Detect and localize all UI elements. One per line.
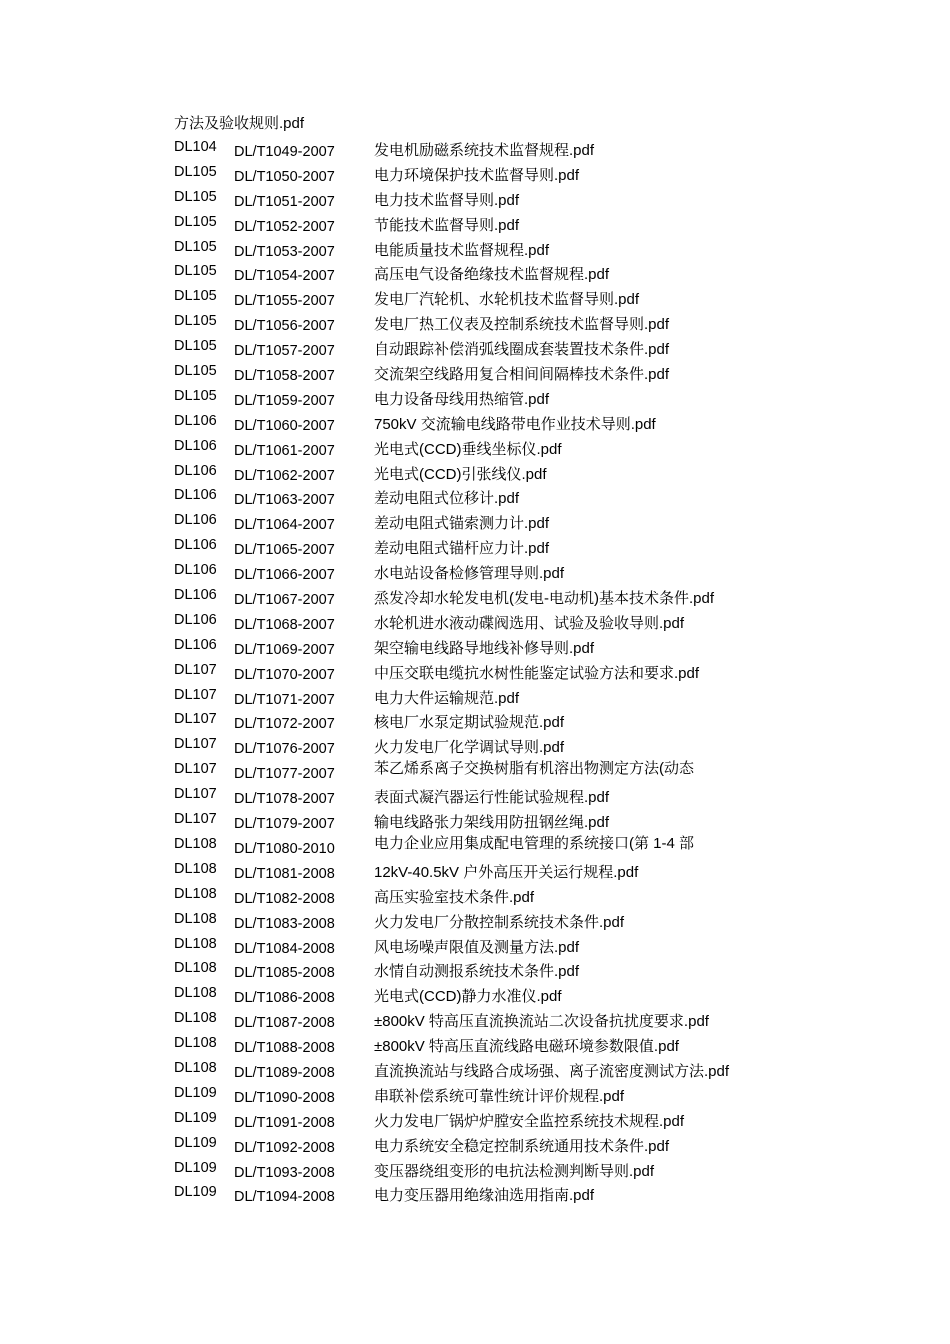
standard-number: DL/T1055-2007 [234,293,335,310]
list-item [0,860,950,885]
item-id: DL109 [174,1134,217,1151]
standard-number: DL/T1084-2008 [234,940,335,957]
standard-number: DL/T1079-2007 [234,816,335,833]
list-item [0,312,950,337]
list-item [0,1084,950,1109]
standard-number: DL/T1049-2007 [234,144,335,160]
file-title: 电力技术监督导则.pdf [374,191,520,209]
file-title: 差动电阻式位移计.pdf [374,490,520,508]
standard-number: DL/T1083-2008 [234,915,335,932]
list-item [0,262,950,287]
item-id: DL106 [174,487,217,504]
standard-number: DL/T1051-2007 [234,193,335,210]
list-item [0,1034,950,1059]
file-title: 火力发电厂化学调试导则.pdf [374,739,565,757]
file-title: 苯乙烯系离子交换树脂有机溶出物测定方法(动态 [374,760,694,778]
standard-number: DL/T1087-2008 [234,1015,335,1032]
list-item [0,437,950,462]
list-item [0,710,950,735]
file-title: 风电场噪声限值及测量方法.pdf [374,938,580,956]
item-id: DL107 [174,711,217,728]
file-title: 发电厂热工仪表及控制系统技术监督导则.pdf [374,316,670,334]
item-id: DL106 [174,512,217,529]
item-id: DL109 [174,1084,217,1101]
file-title: 火力发电厂锅炉炉膛安全监控系统技术规程.pdf [374,1112,685,1130]
standard-number: DL/T1058-2007 [234,368,335,385]
list-item [0,1134,950,1159]
list-item [0,486,950,511]
list-item [0,1159,950,1184]
list-item [0,835,950,860]
file-title: 电力企业应用集成配电管理的系统接口(第 1-4 部 [374,834,695,852]
item-id: DL107 [174,661,217,678]
standard-number: DL/T1054-2007 [234,268,335,285]
item-id: DL106 [174,437,217,454]
file-title: 直流换流站与线路合成场强、离子流密度测试方法.pdf [374,1062,730,1080]
item-id: DL108 [174,1059,217,1076]
standard-number: DL/T1069-2007 [234,641,335,658]
item-id: DL109 [174,1159,217,1176]
standard-number: DL/T1088-2008 [234,1040,335,1057]
list-item [0,686,950,711]
list-item [0,810,950,835]
item-id: DL106 [174,537,217,554]
file-title: 12kV-40.5kV 户外高压开关运行规程.pdf [374,863,639,881]
item-id: DL107 [174,686,217,703]
item-id: DL106 [174,587,217,604]
list-item [0,238,950,263]
list-item [0,337,950,362]
standard-number: DL/T1077-2007 [234,766,335,783]
standard-number: DL/T1068-2007 [234,616,335,633]
standard-number: DL/T1060-2007 [234,417,335,434]
standard-number: DL/T1078-2007 [234,791,335,808]
file-title: 发电厂汽轮机、水轮机技术监督导则.pdf [374,291,640,309]
standard-number: DL/T1086-2008 [234,990,335,1007]
item-id: DL105 [174,188,217,205]
list-item [0,387,950,412]
file-title: 高压电气设备绝缘技术监督规程.pdf [374,266,610,284]
file-title: 水电站设备检修管理导则.pdf [374,565,565,583]
list-item [0,1059,950,1084]
list-item [0,362,950,387]
item-id: DL106 [174,562,217,579]
item-id: DL107 [174,761,217,778]
item-id: DL108 [174,885,217,902]
standard-number: DL/T1080-2010 [234,840,335,857]
standard-number: DL/T1061-2007 [234,442,335,459]
list-item [0,188,950,213]
standard-number: DL/T1062-2007 [234,467,335,484]
list-item [0,511,950,536]
file-title: 自动跟踪补偿消弧线圈成套装置技术条件.pdf [374,341,670,359]
standard-number: DL/T1081-2008 [234,865,335,882]
list-item [0,636,950,661]
file-title: 电力系统安全稳定控制系统通用技术条件.pdf [374,1137,670,1155]
item-id: DL105 [174,163,217,180]
standard-number: DL/T1070-2007 [234,666,335,683]
file-title: 差动电阻式锚索测力计.pdf [374,515,550,533]
item-id: DL108 [174,835,217,852]
item-id: DL108 [174,910,217,927]
standard-number: DL/T1089-2008 [234,1064,335,1081]
standard-number: DL/T1066-2007 [234,567,335,584]
item-id: DL105 [174,387,217,404]
file-title: 水轮机进水液动碟阀选用、试验及验收导则.pdf [374,614,685,632]
file-title: 电能质量技术监督规程.pdf [374,241,550,259]
item-id: DL105 [174,238,217,255]
item-id: DL109 [174,1184,217,1201]
file-title: 差动电阻式锚杆应力计.pdf [374,540,550,558]
list-item [0,984,950,1009]
item-id: DL104 [174,139,217,155]
standard-number: DL/T1064-2007 [234,517,335,534]
list-item [0,885,950,910]
file-title: 输电线路张力架线用防扭钢丝绳.pdf [374,814,610,832]
standard-number: DL/T1085-2008 [234,965,335,982]
file-title: 高压实验室技术条件.pdf [374,888,535,906]
standard-number: DL/T1052-2007 [234,218,335,235]
file-title: 表面式凝汽器运行性能试验规程.pdf [374,789,610,807]
list-item [0,735,950,760]
item-id: DL105 [174,363,217,380]
item-id: DL107 [174,736,217,753]
file-title: 发电机励磁系统技术监督规程.pdf [374,142,595,159]
list-item [0,935,950,960]
item-id: DL108 [174,1035,217,1052]
item-id: DL107 [174,811,217,828]
list-item [0,213,950,238]
standard-number: DL/T1071-2007 [234,691,335,708]
standard-number: DL/T1067-2007 [234,592,335,609]
item-id: DL109 [174,1109,217,1126]
standard-number: DL/T1091-2008 [234,1114,335,1131]
file-title: 变压器绕组变形的电抗法检测判断导则.pdf [374,1162,655,1180]
continuation-line: 方法及验收规则.pdf [174,115,305,132]
file-title: 光电式(CCD)静力水准仪.pdf [374,988,562,1006]
item-id: DL106 [174,611,217,628]
item-id: DL106 [174,636,217,653]
file-title: 电力变压器用绝缘油选用指南.pdf [374,1187,595,1205]
list-item [0,661,950,686]
standard-number: DL/T1050-2007 [234,168,335,185]
file-title: ±800kV 特高压直流线路电磁环境参数限值.pdf [374,1038,679,1056]
file-title: 中压交联电缆抗水树性能鉴定试验方法和要求.pdf [374,664,700,682]
item-id: DL105 [174,338,217,355]
list-item [0,760,950,785]
standard-number: DL/T1057-2007 [234,343,335,360]
file-title: 光电式(CCD)引张线仪.pdf [374,465,547,483]
list-item [0,462,950,487]
list-item [0,910,950,935]
standard-number: DL/T1090-2008 [234,1089,335,1106]
list-item [0,1109,950,1134]
item-id: DL105 [174,313,217,330]
list-item [0,959,950,984]
file-title: 750kV 交流输电线路带电作业技术导则.pdf [374,415,656,433]
list-item [0,611,950,636]
file-title: ±800kV 特高压直流换流站二次设备抗扰度要求.pdf [374,1013,709,1031]
item-id: DL108 [174,860,217,877]
standard-number: DL/T1072-2007 [234,716,335,733]
file-title: 电力大件运输规范.pdf [374,689,520,707]
item-id: DL107 [174,786,217,803]
standard-number: DL/T1082-2008 [234,890,335,907]
list-item [0,287,950,312]
standard-number: DL/T1092-2008 [234,1139,335,1156]
standard-number: DL/T1094-2008 [234,1189,335,1206]
list-item [0,138,950,163]
list-item [0,1183,950,1208]
item-id: DL106 [174,412,217,429]
file-title: 光电式(CCD)垂线坐标仪.pdf [374,440,562,458]
item-id: DL108 [174,935,217,952]
item-id: DL105 [174,263,217,280]
list-item [0,586,950,611]
file-title: 火力发电厂分散控制系统技术条件.pdf [374,913,625,931]
list-item [0,412,950,437]
list-item [0,785,950,810]
item-id: DL108 [174,985,217,1002]
file-title: 烝发冷却水轮发电机(发电-电动机)基本技术条件.pdf [374,590,715,608]
list-item [0,561,950,586]
item-id: DL108 [174,960,217,977]
item-id: DL105 [174,288,217,305]
standard-number: DL/T1076-2007 [234,741,335,758]
file-title: 电力环境保护技术监督导则.pdf [374,166,580,184]
standard-number: DL/T1065-2007 [234,542,335,559]
standard-number: DL/T1059-2007 [234,392,335,409]
file-title: 节能技术监督导则.pdf [374,216,520,234]
list-item [0,1009,950,1034]
standard-number: DL/T1056-2007 [234,318,335,335]
item-id: DL108 [174,1010,217,1027]
file-title: 电力设备母线用热缩管.pdf [374,390,550,408]
file-title: 串联补偿系统可靠性统计评价规程.pdf [374,1087,625,1105]
list-item [0,163,950,188]
list-item [0,536,950,561]
item-id: DL106 [174,462,217,479]
file-title: 交流架空线路用复合相间间隔棒技术条件.pdf [374,366,670,384]
file-title: 架空输电线路导地线补修导则.pdf [374,639,595,657]
item-id: DL105 [174,213,217,230]
file-title: 核电厂水泵定期试验规范.pdf [374,714,565,732]
standard-number: DL/T1063-2007 [234,492,335,509]
standards-list [0,138,950,1208]
standard-number: DL/T1053-2007 [234,243,335,260]
standard-number: DL/T1093-2008 [234,1164,335,1181]
file-title: 水情自动测报系统技术条件.pdf [374,963,580,981]
